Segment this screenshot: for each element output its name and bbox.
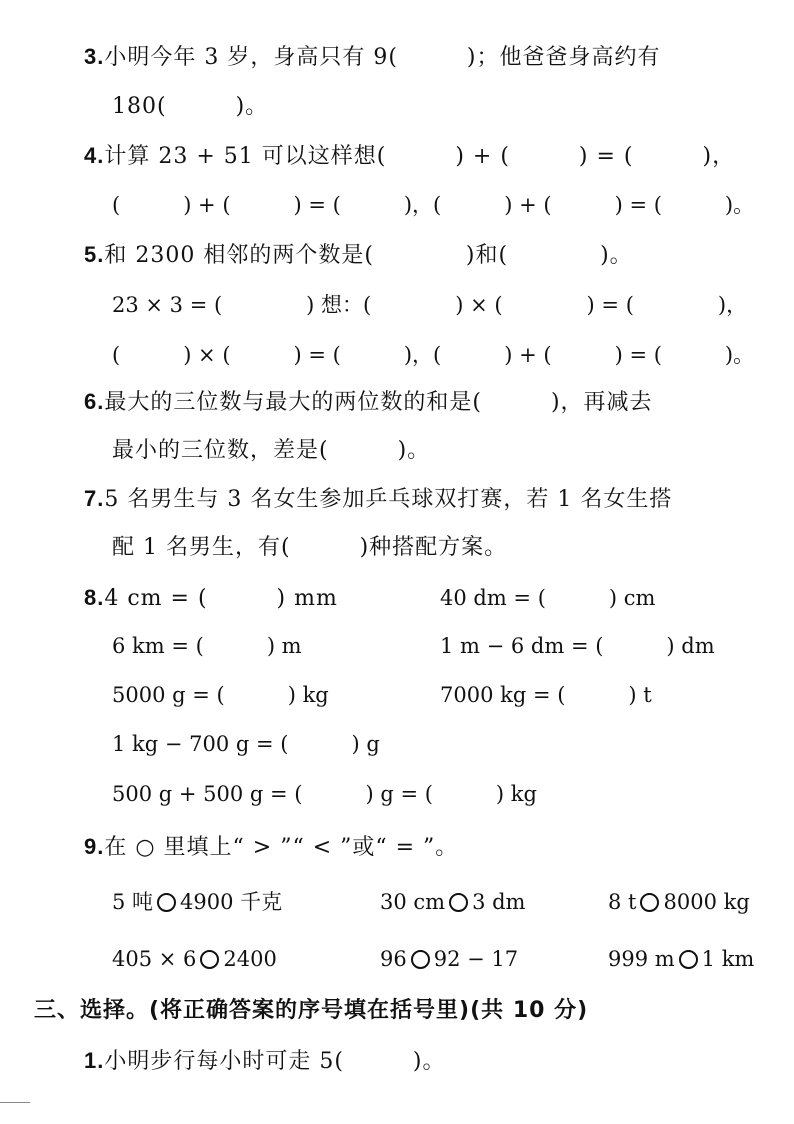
q8-r1a: 4 cm = ( ) mm — [104, 586, 338, 611]
compare-circle-icon[interactable] — [200, 950, 219, 969]
q8-r3a: 5000 g = ( ) kg — [112, 683, 329, 707]
compare-circle-icon[interactable] — [679, 950, 698, 969]
q4-text: 计算 23 + 51 可以这样想( ) + ( ) = ( )， — [104, 144, 736, 169]
compare-circle-icon[interactable] — [157, 893, 176, 912]
q5-line2: 23 × 3 = ( ) 想：( ) × ( ) = ( )， — [112, 293, 748, 317]
q9-line1 — [84, 832, 458, 863]
q9-item-3 — [608, 887, 750, 917]
q9-item-4-right: 2400 — [223, 947, 277, 971]
q7-text: 5 名男生与 3 名女生参加乒乓球双打赛，若 1 名女生搭 — [104, 487, 673, 512]
q9-item-4-left: 405 × 6 — [112, 947, 197, 971]
q4-line2: ( ) + ( ) = ( )，( ) + ( ) = ( )。 — [112, 193, 755, 217]
compare-circle-icon[interactable] — [411, 950, 430, 969]
q9-item-1-left: 5 吨 — [112, 890, 154, 914]
q3-text: 小明今年 3 岁，身高只有 9( )；他爸爸身高约有 — [104, 45, 661, 70]
q9-item-6 — [608, 944, 754, 974]
q5-number: 5. — [84, 242, 105, 267]
q9-item-2-left: 30 cm — [380, 890, 446, 914]
q4-number: 4. — [84, 143, 105, 168]
q5-line3: ( ) × ( ) = ( )，( ) + ( ) = ( )。 — [112, 343, 755, 367]
q9-text: 在 ○ 里填上“ > ”“ < ”或“ = ”。 — [104, 835, 459, 860]
q6-line1 — [84, 387, 653, 418]
q9-item-3-left: 8 t — [608, 890, 637, 914]
q8-r4: 1 kg − 700 g = ( ) g — [112, 732, 380, 756]
q6-line2: 最小的三位数，差是( )。 — [112, 438, 431, 463]
q5-text: 和 2300 相邻的两个数是( )和( )。 — [104, 243, 633, 268]
q9-item-6-left: 999 m — [608, 947, 675, 971]
q9-item-1 — [112, 887, 282, 917]
q4-line1 — [84, 141, 735, 172]
q8-r2b: 1 m − 6 dm = ( ) dm — [440, 634, 715, 658]
q8-row1 — [84, 583, 338, 614]
s3q1-text: 小明步行每小时可走 5( )。 — [104, 1049, 446, 1074]
q8-number: 8. — [84, 585, 105, 610]
q6-text: 最大的三位数与最大的两位数的和是( )，再减去 — [104, 390, 653, 415]
q9-item-5-right: 92 − 17 — [433, 947, 519, 971]
q3-line2: 180( )。 — [112, 94, 269, 119]
q9-item-1-right: 4900 千克 — [180, 890, 283, 914]
q9-item-2 — [380, 887, 525, 917]
q8-r1b: 40 dm = ( ) cm — [440, 586, 656, 610]
q9-item-5 — [380, 944, 518, 974]
q9-item-5-left: 96 — [380, 947, 407, 971]
q6-number: 6. — [84, 389, 105, 414]
q3-line1 — [84, 42, 661, 73]
q7-number: 7. — [84, 486, 105, 511]
section-3-title: 三、选择。(将正确答案的序号填在括号里)(共 10 分) — [34, 998, 589, 1023]
q9-number: 9. — [84, 834, 105, 859]
q8-r5: 500 g + 500 g = ( ) g = ( ) kg — [112, 782, 537, 806]
q9-item-3-right: 8000 kg — [663, 890, 750, 914]
q9-item-4 — [112, 944, 277, 974]
q9-item-2-right: 3 dm — [472, 890, 526, 914]
q7-line1 — [84, 484, 672, 515]
page-edge-mark — [0, 1102, 30, 1103]
q5-line1 — [84, 240, 633, 271]
s3q1-number: 1. — [84, 1048, 105, 1073]
q8-r2a: 6 km = ( ) m — [112, 634, 302, 658]
s3q1-line1 — [84, 1046, 446, 1077]
q9-item-6-right: 1 km — [701, 947, 755, 971]
q7-line2: 配 1 名男生，有( )种搭配方案。 — [112, 535, 508, 560]
compare-circle-icon[interactable] — [640, 893, 659, 912]
q8-r3b: 7000 kg = ( ) t — [440, 683, 652, 707]
q3-number: 3. — [84, 44, 105, 69]
compare-circle-icon[interactable] — [449, 893, 468, 912]
